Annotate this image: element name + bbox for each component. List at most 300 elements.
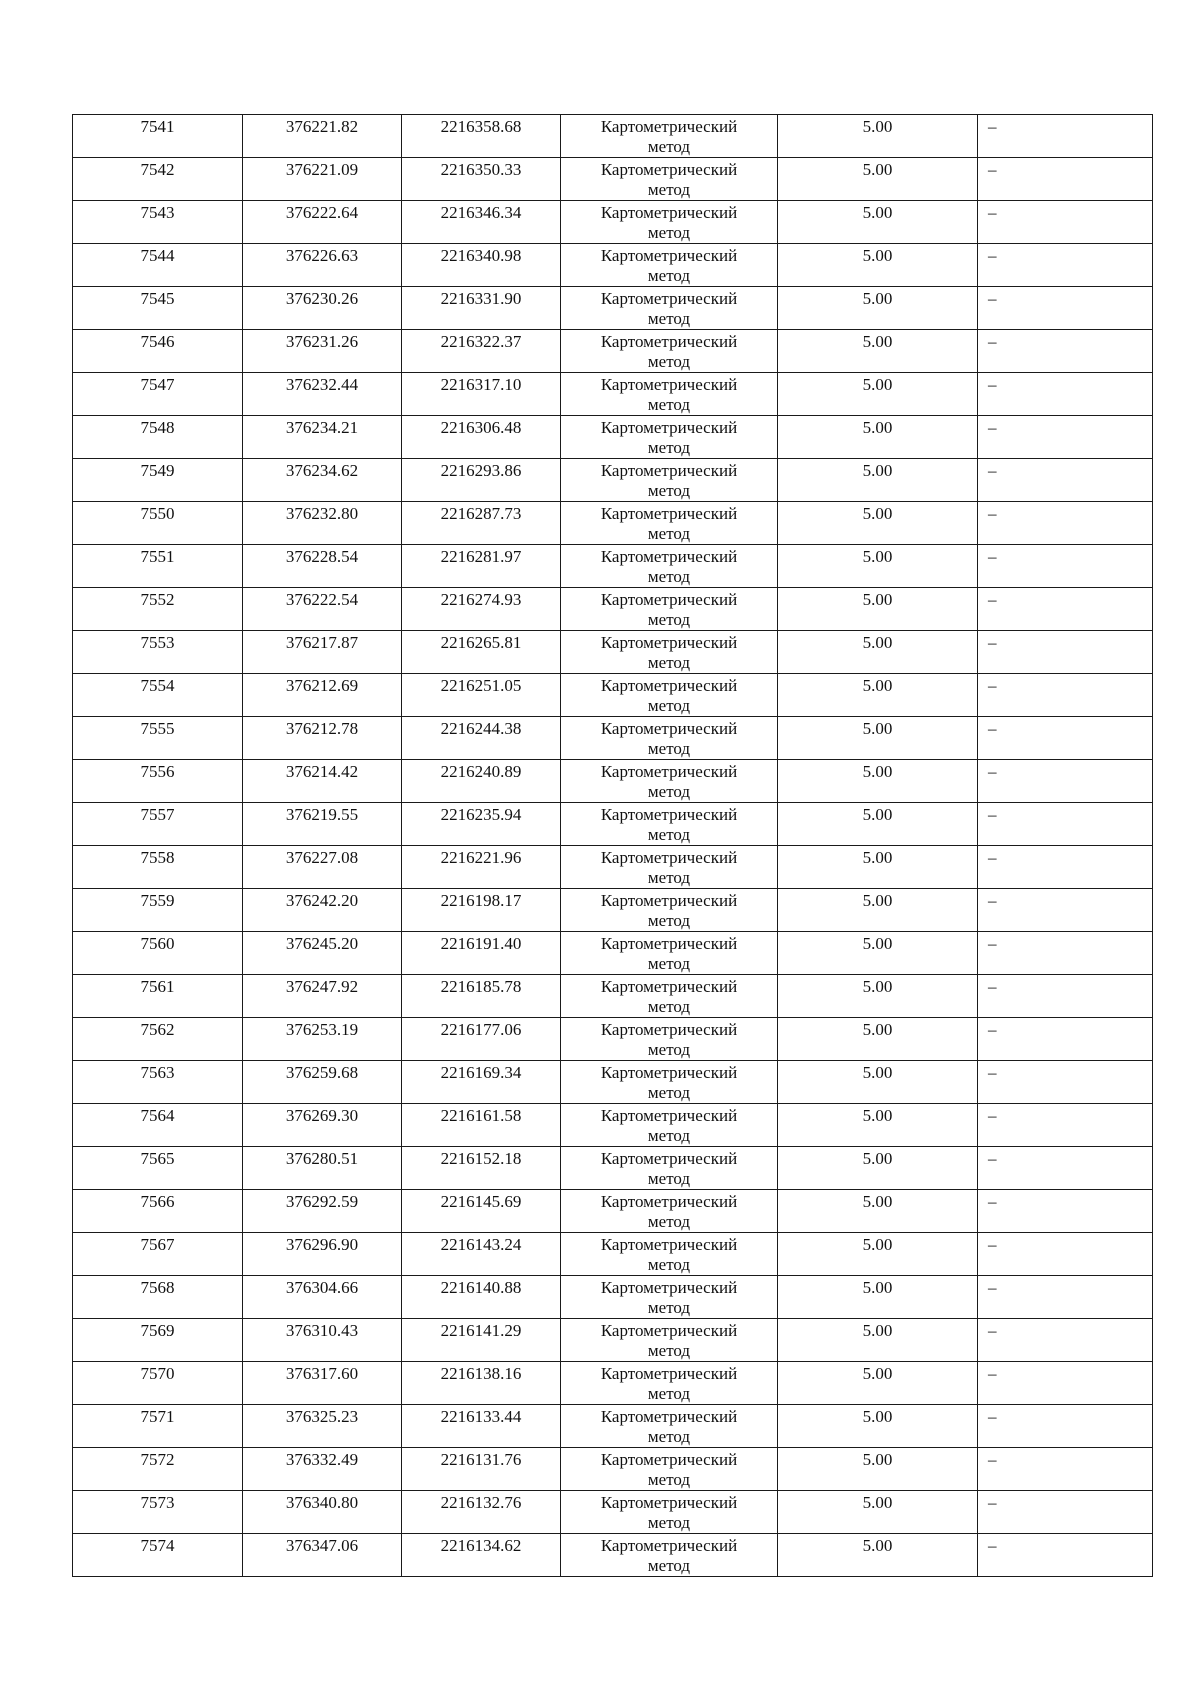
- y-coordinate-cell: 2216138.16: [402, 1362, 561, 1405]
- accuracy-cell: 5.00: [778, 373, 978, 416]
- method-cell: [561, 932, 778, 975]
- y-coordinate-cell: 2216132.76: [402, 1491, 561, 1534]
- accuracy-cell: 5.00: [778, 631, 978, 674]
- x-coordinate-cell: 376212.69: [243, 674, 402, 717]
- method-cell: [561, 674, 778, 717]
- note-cell: –: [978, 115, 1153, 158]
- method-line-1: Картометрический: [600, 1364, 738, 1383]
- point-number-cell: 7555: [73, 717, 243, 760]
- note-cell: –: [978, 244, 1153, 287]
- method-cell: [561, 459, 778, 502]
- point-number-cell: 7550: [73, 502, 243, 545]
- point-number-cell: 7553: [73, 631, 243, 674]
- method-line-2: метод: [647, 825, 691, 844]
- x-coordinate-cell: 376232.80: [243, 502, 402, 545]
- point-number-cell: 7569: [73, 1319, 243, 1362]
- method-line-2: метод: [647, 653, 691, 672]
- x-coordinate-cell: 376296.90: [243, 1233, 402, 1276]
- point-number-cell: 7563: [73, 1061, 243, 1104]
- accuracy-cell: 5.00: [778, 201, 978, 244]
- table-row: [73, 1362, 1153, 1405]
- method-line-1: Картометрический: [600, 1450, 738, 1469]
- point-number-cell: 7543: [73, 201, 243, 244]
- y-coordinate-cell: 2216235.94: [402, 803, 561, 846]
- method-line-1: Картометрический: [600, 332, 738, 351]
- method-line-2: метод: [647, 1556, 691, 1575]
- y-coordinate-cell: 2216140.88: [402, 1276, 561, 1319]
- point-number-cell: 7558: [73, 846, 243, 889]
- method-cell: [561, 717, 778, 760]
- note-cell: –: [978, 502, 1153, 545]
- method-line-1: Картометрический: [600, 289, 738, 308]
- x-coordinate-cell: 376304.66: [243, 1276, 402, 1319]
- point-number-cell: 7548: [73, 416, 243, 459]
- method-line-2: метод: [647, 481, 691, 500]
- point-number-cell: 7573: [73, 1491, 243, 1534]
- table-row: [73, 889, 1153, 932]
- method-line-2: метод: [647, 137, 691, 156]
- method-line-2: метод: [647, 610, 691, 629]
- accuracy-cell: 5.00: [778, 1405, 978, 1448]
- table-row: [73, 287, 1153, 330]
- method-line-2: метод: [647, 266, 691, 285]
- method-cell: [561, 158, 778, 201]
- note-cell: –: [978, 760, 1153, 803]
- method-line-2: метод: [647, 1255, 691, 1274]
- accuracy-cell: 5.00: [778, 889, 978, 932]
- method-cell: [561, 1104, 778, 1147]
- note-cell: –: [978, 1362, 1153, 1405]
- table-row: [73, 1018, 1153, 1061]
- accuracy-cell: 5.00: [778, 1362, 978, 1405]
- x-coordinate-cell: 376222.54: [243, 588, 402, 631]
- method-cell: [561, 803, 778, 846]
- y-coordinate-cell: 2216358.68: [402, 115, 561, 158]
- method-cell: [561, 1190, 778, 1233]
- method-cell: [561, 1491, 778, 1534]
- method-cell: [561, 889, 778, 932]
- note-cell: –: [978, 803, 1153, 846]
- accuracy-cell: 5.00: [778, 1190, 978, 1233]
- note-cell: –: [978, 1319, 1153, 1362]
- accuracy-cell: 5.00: [778, 158, 978, 201]
- note-cell: –: [978, 717, 1153, 760]
- point-number-cell: 7551: [73, 545, 243, 588]
- y-coordinate-cell: 2216322.37: [402, 330, 561, 373]
- method-line-1: Картометрический: [600, 977, 738, 996]
- y-coordinate-cell: 2216287.73: [402, 502, 561, 545]
- y-coordinate-cell: 2216152.18: [402, 1147, 561, 1190]
- point-number-cell: 7547: [73, 373, 243, 416]
- method-cell: [561, 1233, 778, 1276]
- method-cell: [561, 631, 778, 674]
- note-cell: –: [978, 1104, 1153, 1147]
- x-coordinate-cell: 376231.26: [243, 330, 402, 373]
- method-line-1: Картометрический: [600, 160, 738, 179]
- point-number-cell: 7572: [73, 1448, 243, 1491]
- method-line-2: метод: [647, 395, 691, 414]
- point-number-cell: 7544: [73, 244, 243, 287]
- point-number-cell: 7556: [73, 760, 243, 803]
- method-line-2: метод: [647, 997, 691, 1016]
- method-cell: [561, 588, 778, 631]
- method-line-2: метод: [647, 696, 691, 715]
- point-number-cell: 7541: [73, 115, 243, 158]
- note-cell: –: [978, 889, 1153, 932]
- point-number-cell: 7560: [73, 932, 243, 975]
- table-row: [73, 975, 1153, 1018]
- method-line-1: Картометрический: [600, 719, 738, 738]
- y-coordinate-cell: 2216281.97: [402, 545, 561, 588]
- method-cell: [561, 502, 778, 545]
- x-coordinate-cell: 376269.30: [243, 1104, 402, 1147]
- x-coordinate-cell: 376221.82: [243, 115, 402, 158]
- method-line-2: метод: [647, 524, 691, 543]
- method-line-2: метод: [647, 1212, 691, 1231]
- method-cell: [561, 1362, 778, 1405]
- note-cell: –: [978, 1233, 1153, 1276]
- table-row: [73, 373, 1153, 416]
- method-cell: [561, 416, 778, 459]
- point-number-cell: 7557: [73, 803, 243, 846]
- method-line-1: Картометрический: [600, 934, 738, 953]
- x-coordinate-cell: 376234.62: [243, 459, 402, 502]
- y-coordinate-cell: 2216274.93: [402, 588, 561, 631]
- x-coordinate-cell: 376259.68: [243, 1061, 402, 1104]
- method-line-1: Картометрический: [600, 1235, 738, 1254]
- y-coordinate-cell: 2216198.17: [402, 889, 561, 932]
- x-coordinate-cell: 376317.60: [243, 1362, 402, 1405]
- method-line-1: Картометрический: [600, 1536, 738, 1555]
- note-cell: –: [978, 932, 1153, 975]
- y-coordinate-cell: 2216346.34: [402, 201, 561, 244]
- table-row: [73, 330, 1153, 373]
- method-line-1: Картометрический: [600, 117, 738, 136]
- method-line-2: метод: [647, 1470, 691, 1489]
- method-line-2: метод: [647, 911, 691, 930]
- y-coordinate-cell: 2216251.05: [402, 674, 561, 717]
- table-row: [73, 459, 1153, 502]
- method-line-2: метод: [647, 1384, 691, 1403]
- accuracy-cell: 5.00: [778, 1491, 978, 1534]
- y-coordinate-cell: 2216143.24: [402, 1233, 561, 1276]
- accuracy-cell: 5.00: [778, 717, 978, 760]
- x-coordinate-cell: 376226.63: [243, 244, 402, 287]
- table-row: [73, 1405, 1153, 1448]
- method-line-1: Картометрический: [600, 461, 738, 480]
- table-row: [73, 1104, 1153, 1147]
- method-line-1: Картометрический: [600, 1278, 738, 1297]
- method-cell: [561, 1018, 778, 1061]
- method-line-2: метод: [647, 1341, 691, 1360]
- point-number-cell: 7571: [73, 1405, 243, 1448]
- table-row: [73, 1319, 1153, 1362]
- table-row: [73, 674, 1153, 717]
- point-number-cell: 7542: [73, 158, 243, 201]
- method-line-2: метод: [647, 438, 691, 457]
- accuracy-cell: 5.00: [778, 1061, 978, 1104]
- accuracy-cell: 5.00: [778, 932, 978, 975]
- table-row: [73, 416, 1153, 459]
- x-coordinate-cell: 376247.92: [243, 975, 402, 1018]
- method-line-1: Картометрический: [600, 1321, 738, 1340]
- method-cell: [561, 1147, 778, 1190]
- y-coordinate-cell: 2216169.34: [402, 1061, 561, 1104]
- point-number-cell: 7554: [73, 674, 243, 717]
- x-coordinate-cell: 376242.20: [243, 889, 402, 932]
- note-cell: –: [978, 201, 1153, 244]
- y-coordinate-cell: 2216161.58: [402, 1104, 561, 1147]
- point-number-cell: 7549: [73, 459, 243, 502]
- y-coordinate-cell: 2216185.78: [402, 975, 561, 1018]
- note-cell: –: [978, 975, 1153, 1018]
- coordinates-table: [72, 114, 1153, 1577]
- x-coordinate-cell: 376214.42: [243, 760, 402, 803]
- y-coordinate-cell: 2216177.06: [402, 1018, 561, 1061]
- y-coordinate-cell: 2216240.89: [402, 760, 561, 803]
- note-cell: –: [978, 459, 1153, 502]
- method-cell: [561, 975, 778, 1018]
- point-number-cell: 7562: [73, 1018, 243, 1061]
- note-cell: –: [978, 373, 1153, 416]
- table-row: [73, 1061, 1153, 1104]
- accuracy-cell: 5.00: [778, 975, 978, 1018]
- method-line-2: метод: [647, 868, 691, 887]
- accuracy-cell: 5.00: [778, 1319, 978, 1362]
- y-coordinate-cell: 2216131.76: [402, 1448, 561, 1491]
- x-coordinate-cell: 376212.78: [243, 717, 402, 760]
- table-row: [73, 717, 1153, 760]
- accuracy-cell: 5.00: [778, 760, 978, 803]
- point-number-cell: 7552: [73, 588, 243, 631]
- accuracy-cell: 5.00: [778, 588, 978, 631]
- method-line-2: метод: [647, 1040, 691, 1059]
- accuracy-cell: 5.00: [778, 1276, 978, 1319]
- method-line-2: метод: [647, 180, 691, 199]
- y-coordinate-cell: 2216141.29: [402, 1319, 561, 1362]
- table-body: [73, 115, 1153, 1577]
- method-line-2: метод: [647, 309, 691, 328]
- method-cell: [561, 115, 778, 158]
- accuracy-cell: 5.00: [778, 1448, 978, 1491]
- accuracy-cell: 5.00: [778, 459, 978, 502]
- table-row: [73, 932, 1153, 975]
- point-number-cell: 7546: [73, 330, 243, 373]
- method-line-2: метод: [647, 352, 691, 371]
- method-line-1: Картометрический: [600, 203, 738, 222]
- point-number-cell: 7561: [73, 975, 243, 1018]
- method-line-2: метод: [647, 1298, 691, 1317]
- accuracy-cell: 5.00: [778, 502, 978, 545]
- note-cell: –: [978, 158, 1153, 201]
- point-number-cell: 7545: [73, 287, 243, 330]
- accuracy-cell: 5.00: [778, 1104, 978, 1147]
- method-line-2: метод: [647, 1513, 691, 1532]
- y-coordinate-cell: 2216293.86: [402, 459, 561, 502]
- x-coordinate-cell: 376310.43: [243, 1319, 402, 1362]
- method-line-2: метод: [647, 1126, 691, 1145]
- method-cell: [561, 1534, 778, 1577]
- x-coordinate-cell: 376228.54: [243, 545, 402, 588]
- method-line-1: Картометрический: [600, 418, 738, 437]
- y-coordinate-cell: 2216340.98: [402, 244, 561, 287]
- y-coordinate-cell: 2216350.33: [402, 158, 561, 201]
- x-coordinate-cell: 376292.59: [243, 1190, 402, 1233]
- table-row: [73, 1147, 1153, 1190]
- point-number-cell: 7574: [73, 1534, 243, 1577]
- method-line-2: метод: [647, 1083, 691, 1102]
- table-row: [73, 1491, 1153, 1534]
- method-line-1: Картометрический: [600, 1407, 738, 1426]
- y-coordinate-cell: 2216244.38: [402, 717, 561, 760]
- method-cell: [561, 1061, 778, 1104]
- point-number-cell: 7567: [73, 1233, 243, 1276]
- x-coordinate-cell: 376227.08: [243, 846, 402, 889]
- x-coordinate-cell: 376280.51: [243, 1147, 402, 1190]
- method-line-1: Картометрический: [600, 1020, 738, 1039]
- accuracy-cell: 5.00: [778, 1534, 978, 1577]
- y-coordinate-cell: 2216134.62: [402, 1534, 561, 1577]
- method-cell: [561, 846, 778, 889]
- x-coordinate-cell: 376332.49: [243, 1448, 402, 1491]
- y-coordinate-cell: 2216221.96: [402, 846, 561, 889]
- y-coordinate-cell: 2216191.40: [402, 932, 561, 975]
- method-line-1: Картометрический: [600, 633, 738, 652]
- method-line-1: Картометрический: [600, 891, 738, 910]
- table-row: [73, 1276, 1153, 1319]
- note-cell: –: [978, 1534, 1153, 1577]
- point-number-cell: 7566: [73, 1190, 243, 1233]
- table-row: [73, 115, 1153, 158]
- method-cell: [561, 1448, 778, 1491]
- method-line-2: метод: [647, 1169, 691, 1188]
- note-cell: –: [978, 416, 1153, 459]
- y-coordinate-cell: 2216265.81: [402, 631, 561, 674]
- method-line-1: Картометрический: [600, 590, 738, 609]
- x-coordinate-cell: 376222.64: [243, 201, 402, 244]
- method-line-2: метод: [647, 223, 691, 242]
- note-cell: –: [978, 1276, 1153, 1319]
- note-cell: –: [978, 330, 1153, 373]
- x-coordinate-cell: 376217.87: [243, 631, 402, 674]
- method-line-1: Картометрический: [600, 1106, 738, 1125]
- y-coordinate-cell: 2216317.10: [402, 373, 561, 416]
- method-line-2: метод: [647, 954, 691, 973]
- method-cell: [561, 373, 778, 416]
- method-line-1: Картометрический: [600, 375, 738, 394]
- note-cell: –: [978, 1190, 1153, 1233]
- point-number-cell: 7570: [73, 1362, 243, 1405]
- method-line-2: метод: [647, 1427, 691, 1446]
- accuracy-cell: 5.00: [778, 803, 978, 846]
- table-row: [73, 760, 1153, 803]
- y-coordinate-cell: 2216306.48: [402, 416, 561, 459]
- y-coordinate-cell: 2216331.90: [402, 287, 561, 330]
- method-line-1: Картометрический: [600, 762, 738, 781]
- x-coordinate-cell: 376340.80: [243, 1491, 402, 1534]
- method-cell: [561, 287, 778, 330]
- accuracy-cell: 5.00: [778, 1018, 978, 1061]
- method-line-2: метод: [647, 782, 691, 801]
- y-coordinate-cell: 2216133.44: [402, 1405, 561, 1448]
- table-row: [73, 244, 1153, 287]
- table-row: [73, 502, 1153, 545]
- method-line-1: Картометрический: [600, 676, 738, 695]
- accuracy-cell: 5.00: [778, 287, 978, 330]
- table-row: [73, 803, 1153, 846]
- method-line-2: метод: [647, 567, 691, 586]
- point-number-cell: 7568: [73, 1276, 243, 1319]
- note-cell: –: [978, 631, 1153, 674]
- x-coordinate-cell: 376232.44: [243, 373, 402, 416]
- note-cell: –: [978, 1405, 1153, 1448]
- table-row: [73, 588, 1153, 631]
- method-line-1: Картометрический: [600, 246, 738, 265]
- method-cell: [561, 201, 778, 244]
- note-cell: –: [978, 846, 1153, 889]
- method-cell: [561, 545, 778, 588]
- accuracy-cell: 5.00: [778, 1147, 978, 1190]
- method-line-1: Картометрический: [600, 1063, 738, 1082]
- accuracy-cell: 5.00: [778, 244, 978, 287]
- note-cell: –: [978, 287, 1153, 330]
- method-line-1: Картометрический: [600, 1149, 738, 1168]
- note-cell: –: [978, 674, 1153, 717]
- table-row: [73, 1233, 1153, 1276]
- x-coordinate-cell: 376221.09: [243, 158, 402, 201]
- note-cell: –: [978, 545, 1153, 588]
- method-cell: [561, 1319, 778, 1362]
- method-line-1: Картометрический: [600, 805, 738, 824]
- accuracy-cell: 5.00: [778, 846, 978, 889]
- x-coordinate-cell: 376347.06: [243, 1534, 402, 1577]
- method-cell: [561, 1276, 778, 1319]
- method-line-2: метод: [647, 739, 691, 758]
- accuracy-cell: 5.00: [778, 330, 978, 373]
- x-coordinate-cell: 376253.19: [243, 1018, 402, 1061]
- table-row: [73, 158, 1153, 201]
- x-coordinate-cell: 376245.20: [243, 932, 402, 975]
- table-row: [73, 1448, 1153, 1491]
- table-row: [73, 1190, 1153, 1233]
- x-coordinate-cell: 376325.23: [243, 1405, 402, 1448]
- note-cell: –: [978, 1061, 1153, 1104]
- table-row: [73, 846, 1153, 889]
- accuracy-cell: 5.00: [778, 545, 978, 588]
- x-coordinate-cell: 376230.26: [243, 287, 402, 330]
- method-line-1: Картометрический: [600, 1192, 738, 1211]
- x-coordinate-cell: 376234.21: [243, 416, 402, 459]
- point-number-cell: 7565: [73, 1147, 243, 1190]
- note-cell: –: [978, 1448, 1153, 1491]
- table-row: [73, 545, 1153, 588]
- x-coordinate-cell: 376219.55: [243, 803, 402, 846]
- accuracy-cell: 5.00: [778, 115, 978, 158]
- note-cell: –: [978, 588, 1153, 631]
- method-line-1: Картометрический: [600, 504, 738, 523]
- note-cell: –: [978, 1018, 1153, 1061]
- accuracy-cell: 5.00: [778, 1233, 978, 1276]
- point-number-cell: 7559: [73, 889, 243, 932]
- method-cell: [561, 1405, 778, 1448]
- table-row: [73, 201, 1153, 244]
- accuracy-cell: 5.00: [778, 674, 978, 717]
- method-cell: [561, 330, 778, 373]
- accuracy-cell: 5.00: [778, 416, 978, 459]
- method-line-1: Картометрический: [600, 547, 738, 566]
- table-row: [73, 631, 1153, 674]
- note-cell: –: [978, 1147, 1153, 1190]
